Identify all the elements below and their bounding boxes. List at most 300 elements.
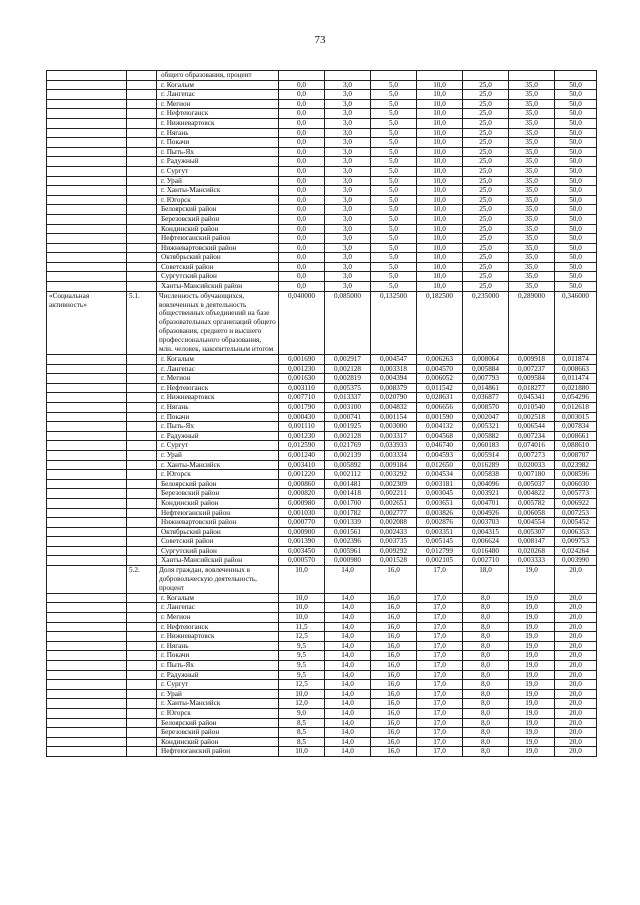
value-cell: 20,0 <box>555 737 597 747</box>
section-cell <box>47 641 127 651</box>
value-cell: 10,0 <box>279 593 325 603</box>
value-cell: 14,0 <box>325 708 371 718</box>
value-cell: 10,0 <box>279 603 325 613</box>
table-row <box>47 272 597 282</box>
value-cell: 0,003292 <box>371 470 417 480</box>
value-cell: 25,0 <box>463 205 509 215</box>
section-cell <box>47 632 127 642</box>
item-number-cell <box>127 460 157 470</box>
value-cell: 17,0 <box>417 680 463 690</box>
value-cell: 0,004570 <box>417 364 463 374</box>
value-cell: 50,0 <box>555 99 597 109</box>
value-cell: 20,0 <box>555 641 597 651</box>
value-cell: 0,0 <box>279 253 325 263</box>
value-cell: 3,0 <box>325 90 371 100</box>
item-number-cell <box>127 527 157 537</box>
value-cell: 14,0 <box>325 718 371 728</box>
value-cell: 5,0 <box>371 186 417 196</box>
item-number-cell <box>127 234 157 244</box>
value-cell: 17,0 <box>417 708 463 718</box>
value-cell: 10,0 <box>279 689 325 699</box>
indicator-name-cell: г. Покачи <box>157 138 279 148</box>
indicator-name-cell: г. Урай <box>157 176 279 186</box>
value-cell: 0,003000 <box>371 422 417 432</box>
value-cell: 35,0 <box>509 128 555 138</box>
value-cell: 0,000570 <box>279 556 325 566</box>
value-cell: 0,033933 <box>371 441 417 451</box>
value-cell: 16,0 <box>371 603 417 613</box>
value-cell: 10,0 <box>417 234 463 244</box>
value-cell: 5,0 <box>371 253 417 263</box>
value-cell: 19,0 <box>509 737 555 747</box>
value-cell: 25,0 <box>463 214 509 224</box>
value-cell: 3,0 <box>325 166 371 176</box>
value-cell: 3,0 <box>325 118 371 128</box>
value-cell: 19,0 <box>509 632 555 642</box>
table-row <box>47 632 597 642</box>
value-cell: 0,009292 <box>371 546 417 556</box>
value-cell: 0,003181 <box>417 479 463 489</box>
value-cell: 14,0 <box>325 651 371 661</box>
table-row <box>47 186 597 196</box>
value-cell: 20,0 <box>555 699 597 709</box>
value-cell: 5,0 <box>371 166 417 176</box>
value-cell: 19,0 <box>509 728 555 738</box>
value-cell: 0,001030 <box>279 508 325 518</box>
value-cell: 0,002819 <box>325 374 371 384</box>
value-cell: 3,0 <box>325 128 371 138</box>
section-cell <box>47 612 127 622</box>
value-cell <box>417 71 463 81</box>
indicator-name-cell: г. Нижневартовск <box>157 118 279 128</box>
value-cell: 10,0 <box>417 224 463 234</box>
indicator-name-cell: г. Покачи <box>157 651 279 661</box>
value-cell: 50,0 <box>555 109 597 119</box>
indicator-name-cell: г. Радужный <box>157 431 279 441</box>
indicator-name-cell: Сургутский район <box>157 546 279 556</box>
item-number-cell <box>127 128 157 138</box>
value-cell: 35,0 <box>509 205 555 215</box>
value-cell: 14,0 <box>325 699 371 709</box>
value-cell: 3,0 <box>325 157 371 167</box>
value-cell: 3,0 <box>325 243 371 253</box>
value-cell: 0,004593 <box>417 450 463 460</box>
value-cell: 17,0 <box>417 641 463 651</box>
value-cell: 0,060183 <box>463 441 509 451</box>
value-cell: 8,5 <box>279 728 325 738</box>
section-cell <box>47 670 127 680</box>
indicator-name-cell: г. Ханты-Мансийск <box>157 186 279 196</box>
value-cell: 19,0 <box>509 670 555 680</box>
table-row <box>47 383 597 393</box>
item-number-cell <box>127 518 157 528</box>
indicators-table-wrapper <box>46 70 596 757</box>
indicator-name-cell: г. Мегион <box>157 374 279 384</box>
indicator-name-cell: г. Ханты-Мансийск <box>157 460 279 470</box>
value-cell: 35,0 <box>509 253 555 263</box>
value-cell: 0,020268 <box>509 546 555 556</box>
indicator-name-cell: Нефтеюганский район <box>157 508 279 518</box>
indicator-name-cell: г. Когалым <box>157 355 279 365</box>
table-row <box>47 71 597 81</box>
indicator-name-cell: г. Нижневартовск <box>157 632 279 642</box>
value-cell: 0,004701 <box>463 498 509 508</box>
value-cell: 14,0 <box>325 641 371 651</box>
value-cell: 25,0 <box>463 253 509 263</box>
section-cell <box>47 272 127 282</box>
indicator-name-cell: Березовский район <box>157 489 279 499</box>
value-cell: 16,0 <box>371 689 417 699</box>
value-cell: 8,0 <box>463 632 509 642</box>
item-number-cell <box>127 660 157 670</box>
table-row <box>47 670 597 680</box>
value-cell: 0,007237 <box>509 364 555 374</box>
value-cell: 0,006624 <box>463 537 509 547</box>
section-cell <box>47 186 127 196</box>
value-cell: 0,003110 <box>279 383 325 393</box>
value-cell: 17,0 <box>417 689 463 699</box>
value-cell: 0,235000 <box>463 291 509 354</box>
value-cell: 17,0 <box>417 651 463 661</box>
page-number: 73 <box>314 34 326 46</box>
value-cell: 19,0 <box>509 718 555 728</box>
value-cell: 50,0 <box>555 282 597 292</box>
value-cell: 0,002088 <box>371 518 417 528</box>
value-cell: 0,001418 <box>325 489 371 499</box>
value-cell: 50,0 <box>555 234 597 244</box>
item-number-cell <box>127 651 157 661</box>
value-cell: 0,002433 <box>371 527 417 537</box>
section-cell: «Социальная активность» <box>47 291 127 354</box>
value-cell: 0,003450 <box>279 546 325 556</box>
section-cell <box>47 71 127 81</box>
value-cell: 16,0 <box>371 632 417 642</box>
value-cell: 0,016480 <box>463 546 509 556</box>
indicator-name-cell: г. Нефтеюганск <box>157 109 279 119</box>
item-number-cell: 5.1. <box>127 291 157 354</box>
item-number-cell <box>127 71 157 81</box>
value-cell: 19,0 <box>509 612 555 622</box>
value-cell: 35,0 <box>509 234 555 244</box>
value-cell: 25,0 <box>463 186 509 196</box>
value-cell: 0,008661 <box>555 431 597 441</box>
item-number-cell <box>127 431 157 441</box>
value-cell: 0,007834 <box>555 422 597 432</box>
value-cell: 8,0 <box>463 641 509 651</box>
value-cell: 3,0 <box>325 205 371 215</box>
indicator-name-cell: г. Урай <box>157 450 279 460</box>
value-cell: 8,0 <box>463 699 509 709</box>
value-cell: 10,0 <box>417 272 463 282</box>
section-cell <box>47 593 127 603</box>
value-cell: 0,028631 <box>417 393 463 403</box>
indicator-name-cell: г. Нягань <box>157 402 279 412</box>
indicator-name-cell: г. Югорск <box>157 195 279 205</box>
value-cell: 20,0 <box>555 622 597 632</box>
value-cell: 0,002128 <box>325 431 371 441</box>
value-cell: 0,023982 <box>555 460 597 470</box>
value-cell: 50,0 <box>555 157 597 167</box>
value-cell: 10,0 <box>417 118 463 128</box>
value-cell: 14,0 <box>325 603 371 613</box>
value-cell: 35,0 <box>509 282 555 292</box>
value-cell: 0,0 <box>279 99 325 109</box>
indicator-name-cell: г. Нягань <box>157 641 279 651</box>
indicator-name-cell: Ханты-Мансийский район <box>157 282 279 292</box>
item-number-cell <box>127 641 157 651</box>
value-cell: 35,0 <box>509 166 555 176</box>
value-cell: 20,0 <box>555 593 597 603</box>
section-cell <box>47 680 127 690</box>
value-cell: 0,002710 <box>463 556 509 566</box>
value-cell: 5,0 <box>371 195 417 205</box>
table-row <box>47 374 597 384</box>
item-number-cell <box>127 718 157 728</box>
value-cell: 14,0 <box>325 622 371 632</box>
item-number-cell <box>127 355 157 365</box>
indicator-row <box>47 566 597 594</box>
section-cell <box>47 489 127 499</box>
value-cell: 10,0 <box>417 195 463 205</box>
section-cell <box>47 728 127 738</box>
table-row <box>47 556 597 566</box>
table-row <box>47 718 597 728</box>
value-cell: 0,021880 <box>555 383 597 393</box>
value-cell: 0,012799 <box>417 546 463 556</box>
value-cell: 0,003317 <box>371 431 417 441</box>
value-cell: 19,0 <box>509 603 555 613</box>
value-cell: 8,0 <box>463 593 509 603</box>
table-row <box>47 195 597 205</box>
item-number-cell <box>127 99 157 109</box>
value-cell: 0,014861 <box>463 383 509 393</box>
value-cell: 8,0 <box>463 747 509 757</box>
section-cell <box>47 383 127 393</box>
item-number-cell <box>127 195 157 205</box>
value-cell: 5,0 <box>371 272 417 282</box>
value-cell <box>463 71 509 81</box>
value-cell: 0,001390 <box>279 537 325 547</box>
value-cell: 0,001230 <box>279 364 325 374</box>
value-cell: 17,0 <box>417 566 463 594</box>
table-row <box>47 508 597 518</box>
value-cell: 20,0 <box>555 670 597 680</box>
table-row <box>47 612 597 622</box>
value-cell: 11,5 <box>279 622 325 632</box>
value-cell: 10,0 <box>417 176 463 186</box>
table-row <box>47 355 597 365</box>
value-cell: 20,0 <box>555 612 597 622</box>
value-cell: 0,046740 <box>417 441 463 451</box>
value-cell: 16,0 <box>371 651 417 661</box>
section-cell <box>47 128 127 138</box>
value-cell: 0,007793 <box>463 374 509 384</box>
indicator-name-cell: Кондинский район <box>157 498 279 508</box>
value-cell: 35,0 <box>509 176 555 186</box>
value-cell: 0,008707 <box>555 450 597 460</box>
value-cell: 0,001339 <box>325 518 371 528</box>
table-row <box>47 262 597 272</box>
value-cell: 25,0 <box>463 166 509 176</box>
value-cell: 9,5 <box>279 660 325 670</box>
value-cell: 35,0 <box>509 214 555 224</box>
value-cell: 17,0 <box>417 747 463 757</box>
value-cell: 50,0 <box>555 90 597 100</box>
item-number-cell <box>127 593 157 603</box>
item-number-cell <box>127 441 157 451</box>
value-cell: 0,005375 <box>325 383 371 393</box>
value-cell: 0,008064 <box>463 355 509 365</box>
value-cell: 25,0 <box>463 195 509 205</box>
section-cell <box>47 402 127 412</box>
section-cell <box>47 243 127 253</box>
item-number-cell <box>127 253 157 263</box>
value-cell: 17,0 <box>417 718 463 728</box>
table-row <box>47 205 597 215</box>
item-number-cell <box>127 747 157 757</box>
value-cell: 17,0 <box>417 728 463 738</box>
value-cell: 10,0 <box>417 90 463 100</box>
value-cell: 0,001481 <box>325 479 371 489</box>
value-cell: 9,5 <box>279 641 325 651</box>
indicators-table <box>46 70 597 757</box>
value-cell: 19,0 <box>509 593 555 603</box>
table-row <box>47 498 597 508</box>
value-cell: 0,002139 <box>325 450 371 460</box>
value-cell: 35,0 <box>509 224 555 234</box>
value-cell: 19,0 <box>509 680 555 690</box>
value-cell: 0,005145 <box>417 537 463 547</box>
section-cell <box>47 234 127 244</box>
item-number-cell <box>127 272 157 282</box>
item-number-cell <box>127 214 157 224</box>
value-cell: 9,0 <box>279 708 325 718</box>
value-cell: 20,0 <box>555 632 597 642</box>
item-number-cell <box>127 556 157 566</box>
value-cell: 10,0 <box>417 109 463 119</box>
section-cell <box>47 282 127 292</box>
value-cell: 10,0 <box>417 243 463 253</box>
indicator-name-cell: г. Сургут <box>157 166 279 176</box>
section-cell <box>47 374 127 384</box>
value-cell: 8,0 <box>463 728 509 738</box>
value-cell: 10,0 <box>417 99 463 109</box>
value-cell: 0,132500 <box>371 291 417 354</box>
indicator-name-cell: Советский район <box>157 262 279 272</box>
value-cell: 25,0 <box>463 109 509 119</box>
value-cell: 0,021769 <box>325 441 371 451</box>
table-row <box>47 147 597 157</box>
table-row <box>47 243 597 253</box>
indicator-name-cell: Нефтеюганский район <box>157 747 279 757</box>
value-cell: 0,001630 <box>279 374 325 384</box>
value-cell: 35,0 <box>509 90 555 100</box>
section-cell <box>47 660 127 670</box>
item-number-cell <box>127 489 157 499</box>
value-cell: 17,0 <box>417 622 463 632</box>
section-cell <box>47 166 127 176</box>
indicator-name-cell: г. Когалым <box>157 593 279 603</box>
section-cell <box>47 460 127 470</box>
table-row <box>47 128 597 138</box>
value-cell: 20,0 <box>555 603 597 613</box>
indicator-name-cell: Белоярский район <box>157 718 279 728</box>
indicator-name-cell: г. Лангепас <box>157 364 279 374</box>
item-number-cell <box>127 603 157 613</box>
value-cell: 0,005037 <box>509 479 555 489</box>
value-cell: 0,003318 <box>371 364 417 374</box>
section-cell <box>47 431 127 441</box>
value-cell: 0,005307 <box>509 527 555 537</box>
section-cell <box>47 603 127 613</box>
value-cell: 0,000980 <box>279 498 325 508</box>
value-cell: 0,001782 <box>325 508 371 518</box>
indicator-name-cell: г. Нефтеюганск <box>157 622 279 632</box>
value-cell: 0,005914 <box>463 450 509 460</box>
value-cell: 0,001154 <box>371 412 417 422</box>
value-cell: 0,0 <box>279 166 325 176</box>
value-cell: 35,0 <box>509 243 555 253</box>
value-cell: 0,085000 <box>325 291 371 354</box>
value-cell: 25,0 <box>463 243 509 253</box>
indicator-name-cell: г. Покачи <box>157 412 279 422</box>
value-cell: 0,024264 <box>555 546 597 556</box>
value-cell: 0,006544 <box>509 422 555 432</box>
table-body <box>47 71 597 757</box>
value-cell: 35,0 <box>509 195 555 205</box>
value-cell: 0,0 <box>279 128 325 138</box>
section-cell <box>47 393 127 403</box>
table-row <box>47 393 597 403</box>
table-row <box>47 489 597 499</box>
value-cell: 3,0 <box>325 272 371 282</box>
value-cell: 3,0 <box>325 262 371 272</box>
item-number-cell <box>127 422 157 432</box>
value-cell: 50,0 <box>555 272 597 282</box>
value-cell: 17,0 <box>417 670 463 680</box>
value-cell: 5,0 <box>371 243 417 253</box>
indicator-name-cell: г. Урай <box>157 689 279 699</box>
value-cell: 0,000741 <box>325 412 371 422</box>
item-number-cell <box>127 412 157 422</box>
table-row <box>47 460 597 470</box>
value-cell: 0,002876 <box>417 518 463 528</box>
value-cell: 0,008596 <box>555 470 597 480</box>
value-cell: 0,009753 <box>555 537 597 547</box>
value-cell: 0,016289 <box>463 460 509 470</box>
item-number-cell <box>127 537 157 547</box>
value-cell: 19,0 <box>509 641 555 651</box>
table-row <box>47 537 597 547</box>
value-cell: 0,003990 <box>555 556 597 566</box>
value-cell: 0,088610 <box>555 441 597 451</box>
value-cell: 8,0 <box>463 651 509 661</box>
value-cell: 0,004547 <box>371 355 417 365</box>
value-cell: 0,001240 <box>279 450 325 460</box>
indicator-name-cell: г. Нягань <box>157 128 279 138</box>
value-cell: 0,007234 <box>509 431 555 441</box>
indicator-name-cell: Березовский район <box>157 214 279 224</box>
value-cell: 10,0 <box>417 80 463 90</box>
value-cell: 0,006030 <box>555 479 597 489</box>
indicator-name-cell: Доля граждан, вовлеченных в добровольческую деятельность, процент <box>157 566 279 594</box>
value-cell: 0,004832 <box>371 402 417 412</box>
value-cell: 35,0 <box>509 157 555 167</box>
value-cell: 0,0 <box>279 243 325 253</box>
table-row <box>47 689 597 699</box>
table-row <box>47 747 597 757</box>
section-cell <box>47 527 127 537</box>
